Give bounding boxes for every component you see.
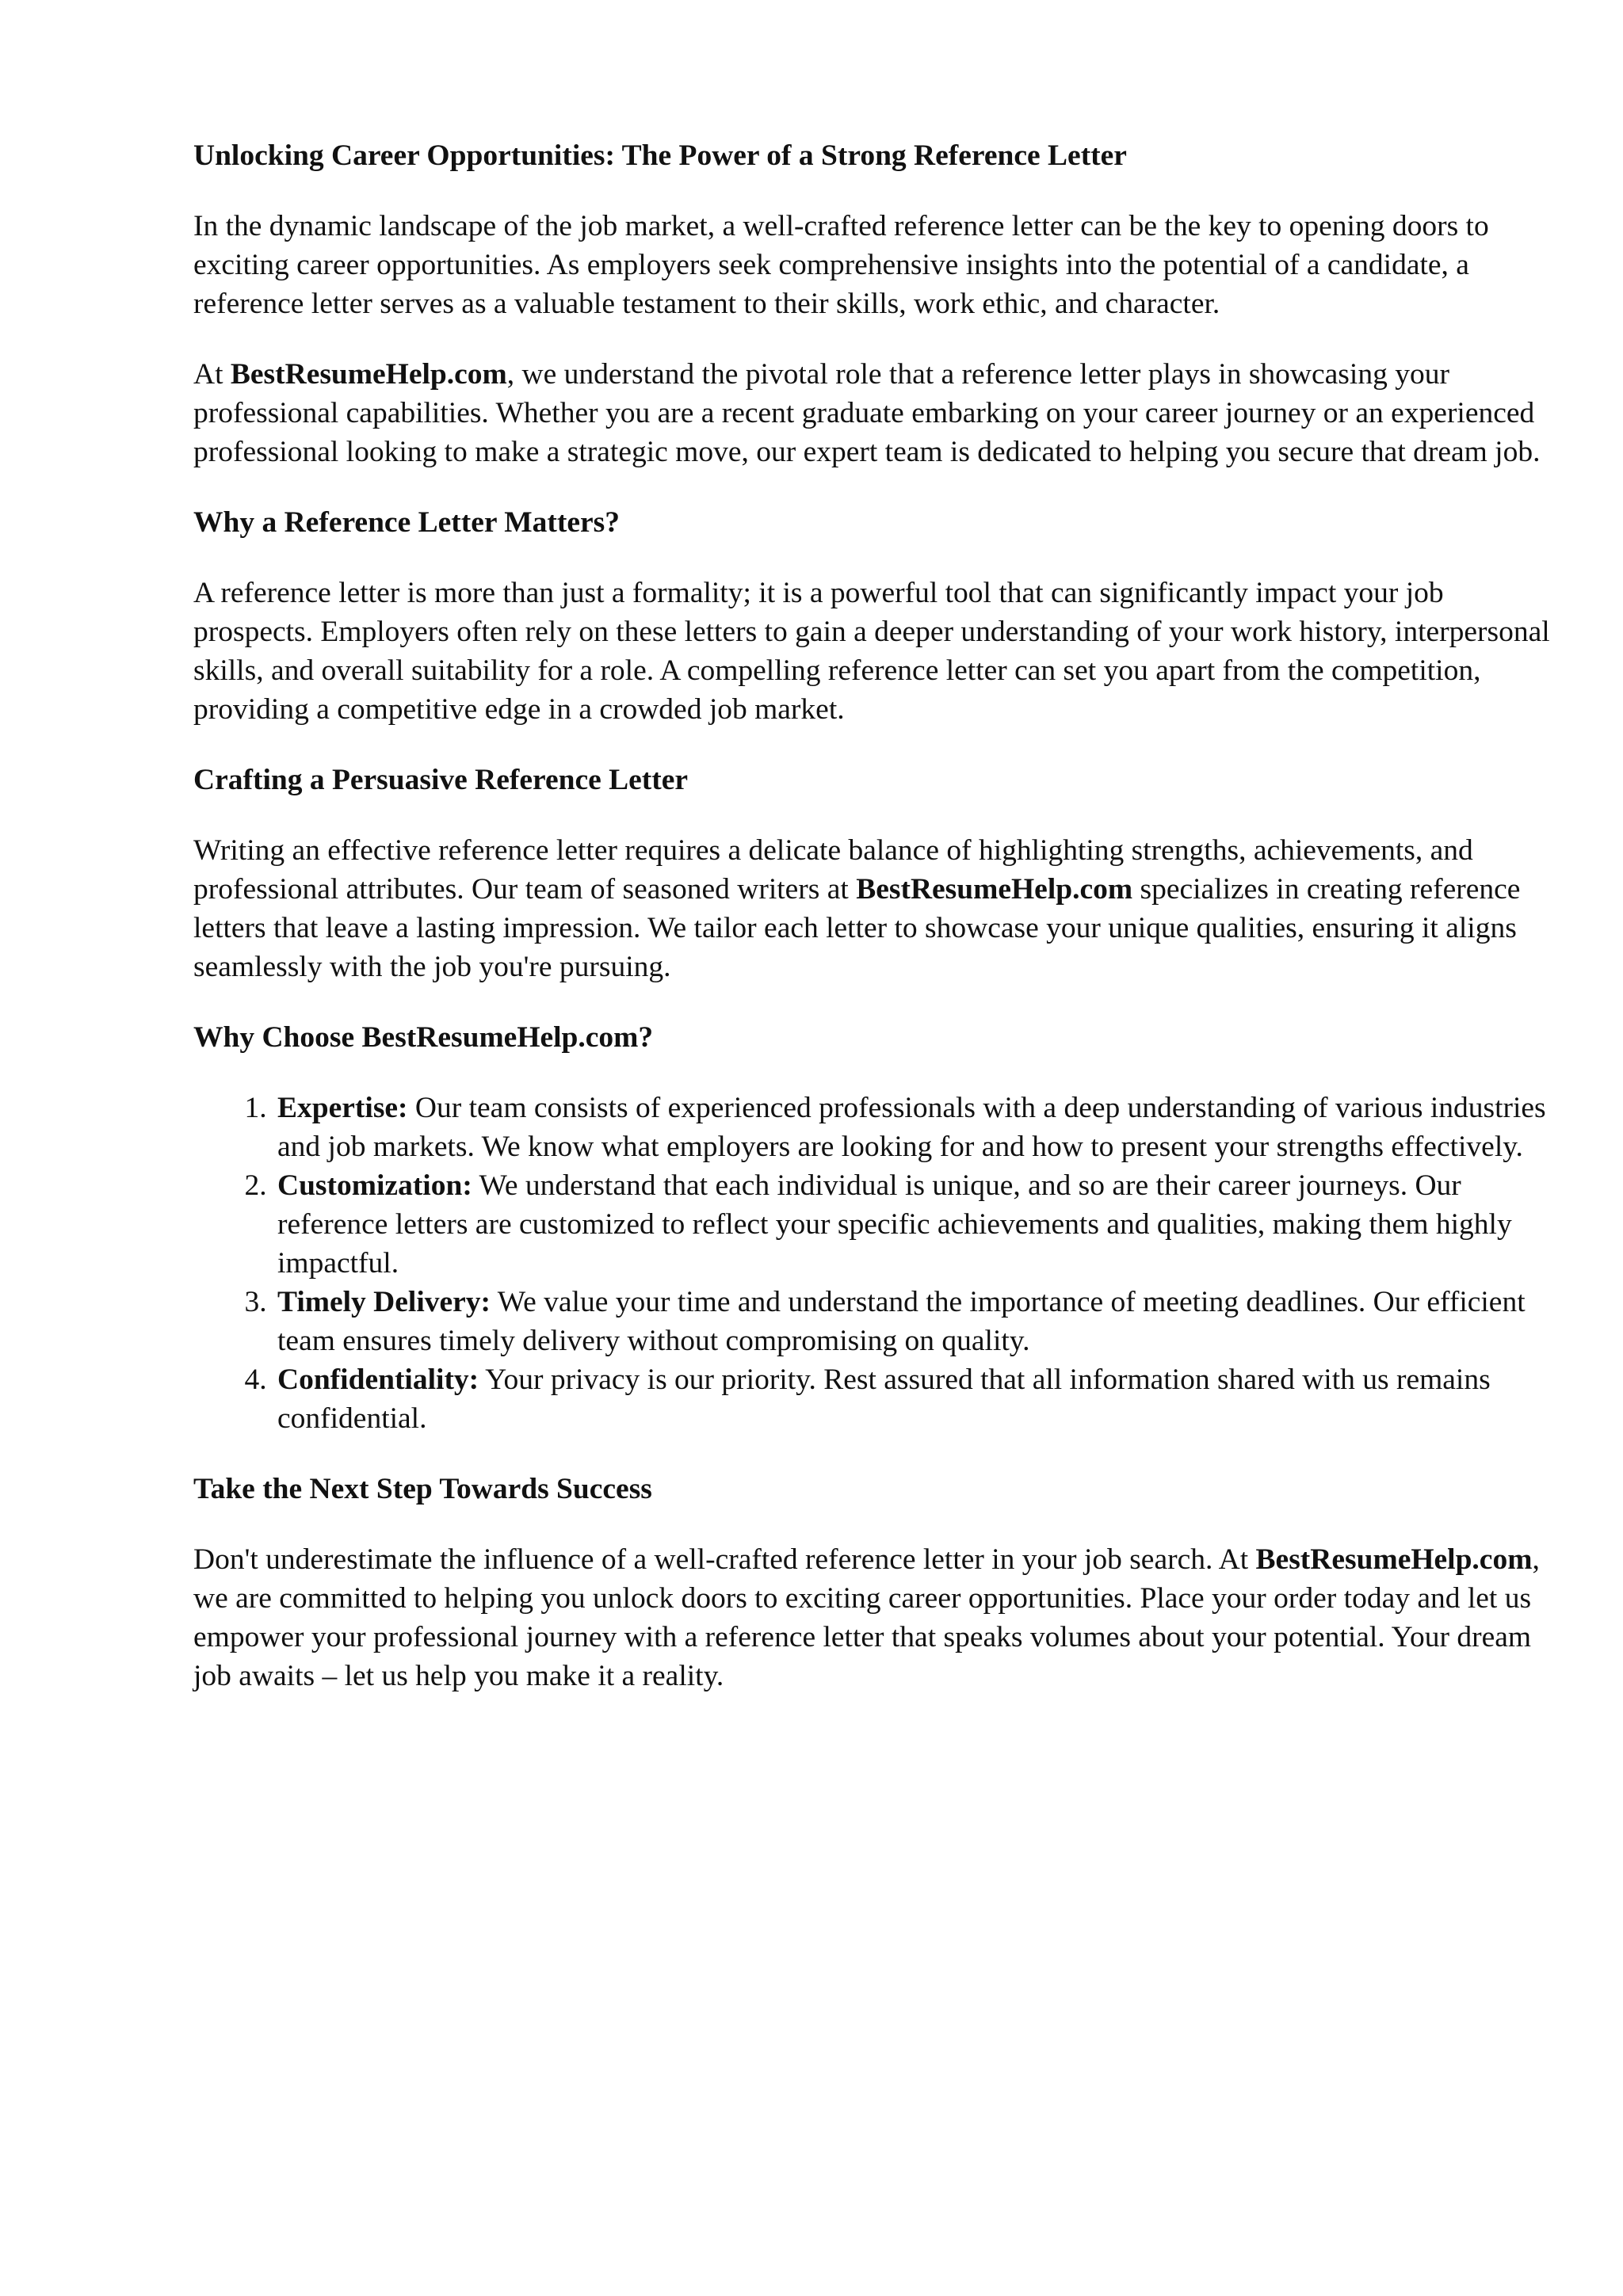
list-item-text: We value your time and understand the importance of meeting deadlines. Our efficient team ensures timely delivery without compromising on quality. <box>277 1286 1526 1357</box>
about-suffix: , we understand the pivotal role that a reference letter plays in showcasing your professional capabilities. Whether you are a recent graduate embarking on your career journey or an experienced professional looking to make a strategic move, our expert team is dedicated to helping you secure that dream job. <box>193 358 1541 468</box>
list-item-text: Our team consists of experienced professionals with a deep understanding of various industries and job markets. We know what employers are looking for and how to present your strengths effectively. <box>277 1092 1546 1163</box>
brand-name: BestResumeHelp.com <box>856 873 1133 906</box>
list-item <box>274 1283 1564 1360</box>
list-item <box>274 1166 1564 1283</box>
choose-heading-suffix: ? <box>638 1021 654 1054</box>
crafting-paragraph <box>193 831 1564 986</box>
reasons-list <box>193 1089 1564 1438</box>
next-prefix: Don't underestimate the influence of a well-crafted reference letter in your job search. At <box>193 1543 1256 1576</box>
intro-paragraph: In the dynamic landscape of the job market, a well-crafted reference letter can be the key to opening doors to exciting career opportunities. As employers seek comprehensive insights into the potential of a candidate, a reference letter serves as a valuable testament to their skills, work ethic, and character. <box>193 210 1489 320</box>
brand-name: BestResumeHelp.com <box>230 358 507 391</box>
matters-paragraph: A reference letter is more than just a formality; it is a powerful tool that can significantly impact your job prospects. Employers often rely on these letters to gain a deeper understanding of your work history, interpersonal skills, and overall suitability for a role. A compelling reference letter can set you apart from the competition, providing a competitive edge in a crowded job market. <box>193 577 1550 726</box>
choose-heading <box>193 1018 1564 1057</box>
matters-heading: Why a Reference Letter Matters? <box>193 506 620 539</box>
brand-name: BestResumeHelp.com <box>361 1021 639 1054</box>
list-item <box>274 1089 1564 1166</box>
crafting-heading: Crafting a Persuasive Reference Letter <box>193 764 689 796</box>
brand-name: BestResumeHelp.com <box>1255 1543 1533 1576</box>
list-item-text: We understand that each individual is unique, and so are their career journeys. Our reference letters are customized to reflect your specific achievements and qualities, making them highly impactful. <box>277 1169 1512 1280</box>
next-heading: Take the Next Step Towards Success <box>193 1473 652 1505</box>
next-paragraph <box>193 1540 1564 1695</box>
document-title: Unlocking Career Opportunities: The Power of a Strong Reference Letter <box>193 139 1127 172</box>
list-item <box>274 1360 1564 1438</box>
list-item-term: Confidentiality: <box>277 1363 479 1396</box>
document-body <box>193 136 1564 1727</box>
list-item-term: Customization: <box>277 1169 472 1202</box>
next-suffix: , we are committed to helping you unlock doors to exciting career opportunities. Place your order today and let us empower your professional journey with a reference letter that speaks volumes about your potential. Your dream job awaits – let us help you make it a reality. <box>193 1543 1540 1692</box>
crafting-prefix: Writing an effective reference letter requires a delicate balance of highlighting strengths, achievements, and professional attributes. Our team of seasoned writers at <box>193 834 1473 906</box>
list-item-term: Timely Delivery: <box>277 1286 491 1318</box>
about-paragraph <box>193 355 1564 471</box>
list-item-term: Expertise: <box>277 1092 408 1124</box>
choose-heading-prefix: Why Choose <box>193 1021 362 1054</box>
about-prefix: At <box>193 358 231 391</box>
crafting-suffix: specializes in creating reference letters that leave a lasting impression. We tailor each letter to showcase your unique qualities, ensuring it aligns seamlessly with the job you're pursuing. <box>193 873 1521 983</box>
list-item-text: Your privacy is our priority. Rest assured that all information shared with us remains confidential. <box>277 1363 1491 1435</box>
